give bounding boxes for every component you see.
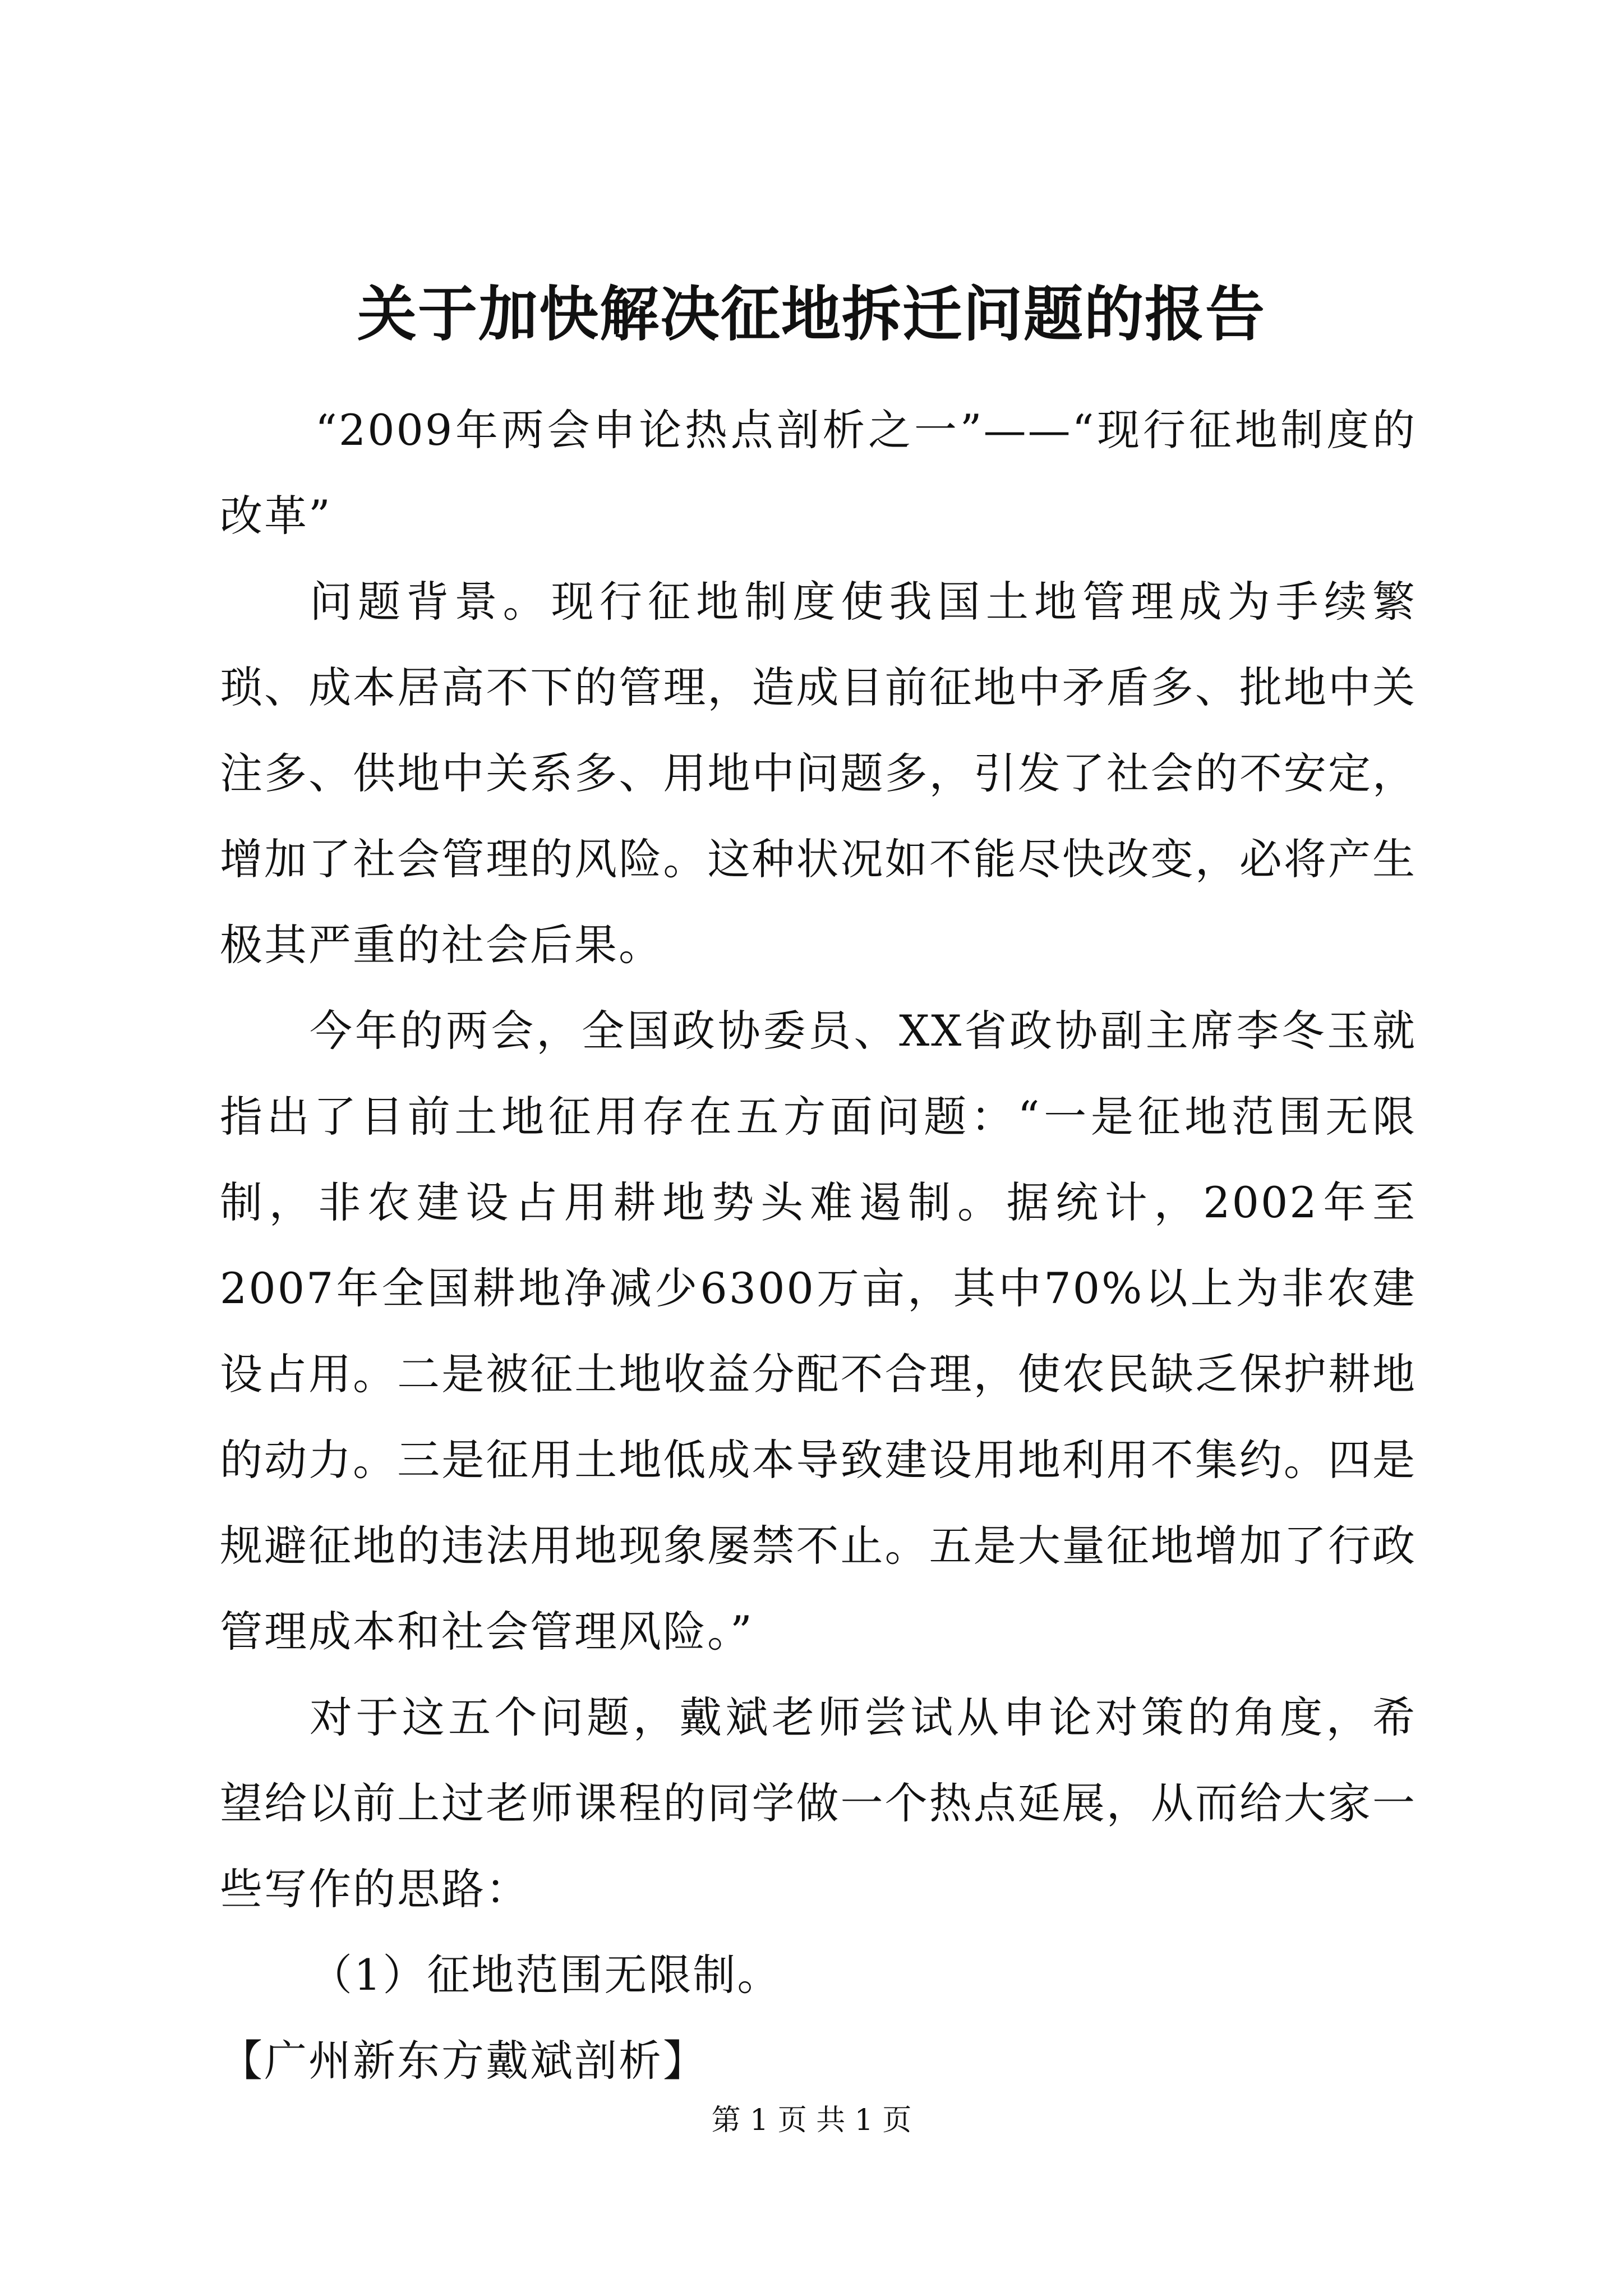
- section-heading: 【广州新东方戴斌剖析】: [220, 2036, 707, 2086]
- quote-paragraph: 今年的两会，全国政协委员、XX省政协副主席李冬玉就指出了目前土地征用存在五方面问题：“一是征地范围无限制，非农建设占用耕地势头难遏制。据统计，2002年至2007年全国耕地净减少6300万亩，其中70%以上为非农建设占用。二是被征土地收益分配不合理，使农民缺乏保护耕地的动力。三是征用土地低成本导致建设用地利用不集约。四是规避征地的违法用地现象屡禁不止。五是大量征地增加了行政管理成本和社会管理风险。”: [220, 1006, 1417, 1657]
- document-title: 关于加快解决征地拆迁问题的报告: [357, 279, 1266, 349]
- document-body: [220, 387, 1417, 2104]
- background-paragraph: 问题背景。现行征地制度使我国土地管理成为手续繁琐、成本居高不下的管理，造成目前征地中矛盾多、批地中关注多、供地中关系多、用地中问题多，引发了社会的不安定，增加了社会管理的风险。这种状况如不能尽快改变，必将产生极其严重的社会后果。: [220, 577, 1417, 970]
- subtitle-paragraph: “2009年两会申论热点剖析之一”——“现行征地制度的改革”: [220, 405, 1417, 541]
- list-item-1: （1）征地范围无限制。: [310, 1950, 782, 2000]
- intro-paragraph: 对于这五个问题，戴斌老师尝试从申论对策的角度，希望给以前上过老师课程的同学做一个热点延展，从而给大家一些写作的思路：: [220, 1692, 1417, 1914]
- page-number-footer: 第 1 页 共 1 页: [711, 2104, 912, 2137]
